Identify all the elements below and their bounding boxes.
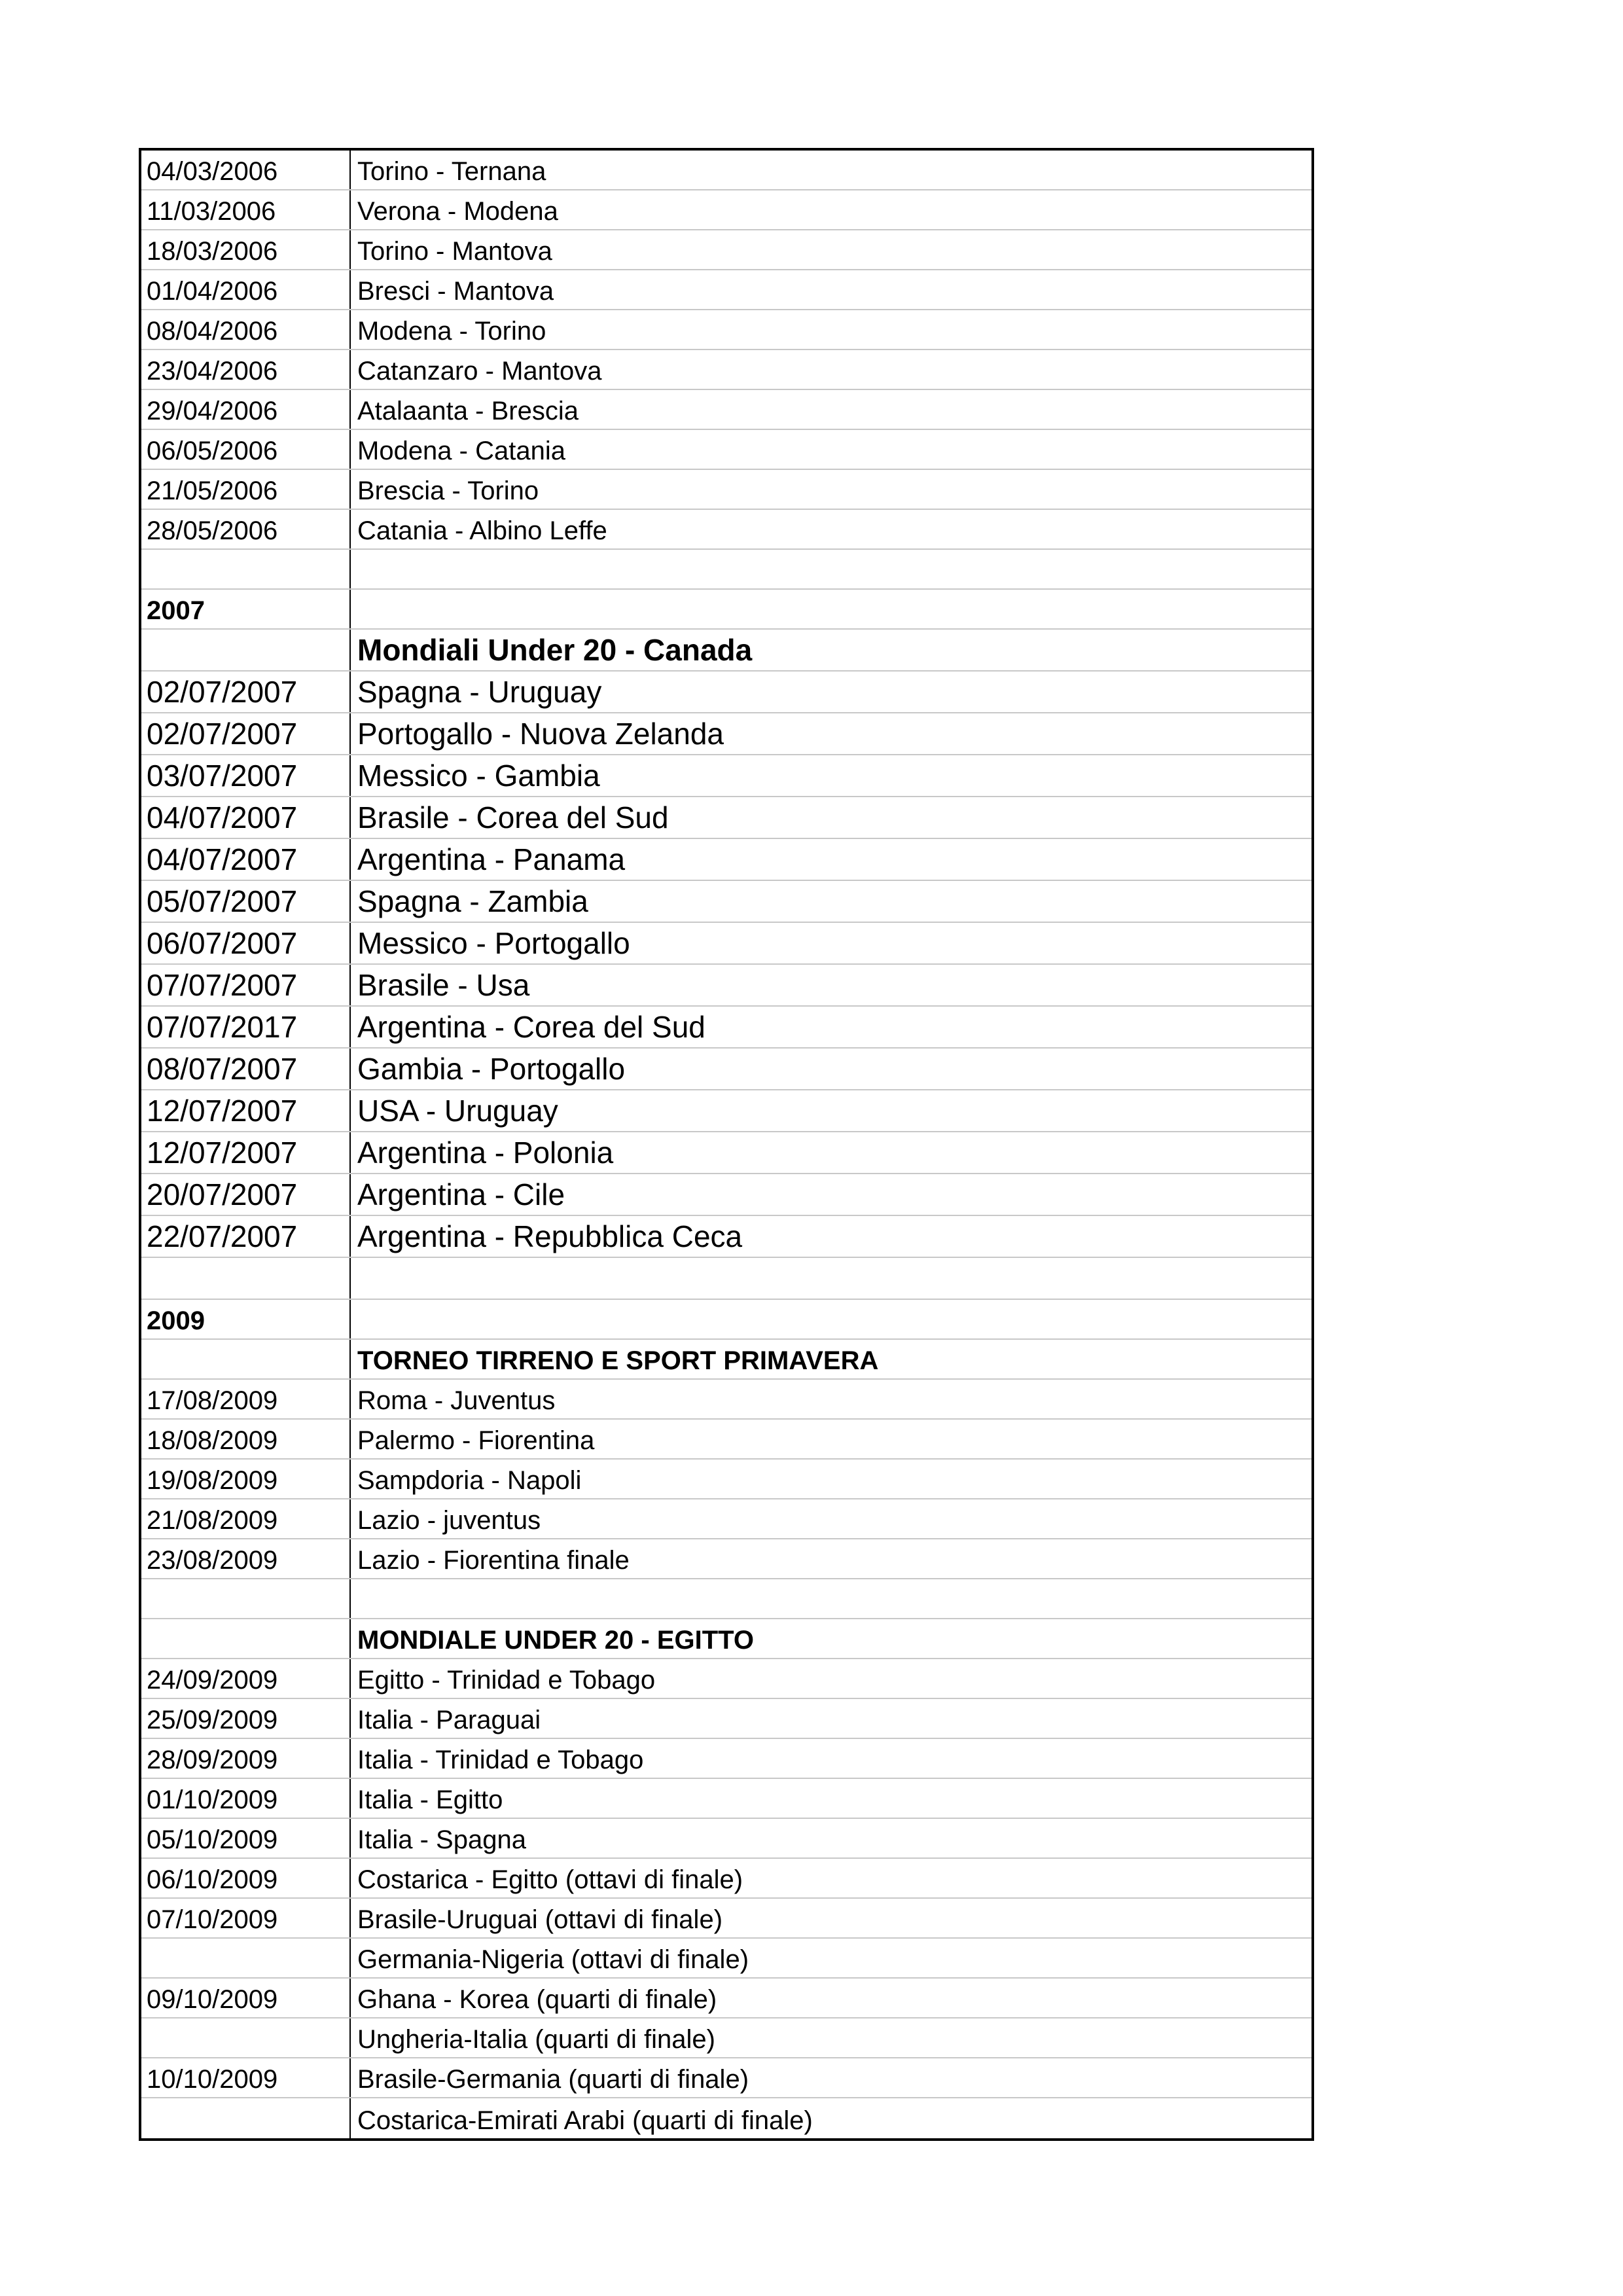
date-cell: 18/03/2006 bbox=[141, 230, 351, 269]
table-row bbox=[141, 881, 1311, 923]
match-cell: Lazio - Fiorentina finale bbox=[357, 1546, 630, 1575]
date-cell: 08/07/2007 bbox=[141, 1049, 351, 1089]
match-cell: Costarica-Emirati Arabi (quarti di finale) bbox=[357, 2106, 813, 2135]
tournament-row bbox=[141, 1340, 1311, 1380]
date-cell: 19/08/2009 bbox=[141, 1460, 351, 1498]
date-cell: 02/07/2007 bbox=[141, 672, 351, 712]
date-cell: 10/10/2009 bbox=[141, 2058, 351, 2097]
table-row bbox=[141, 1779, 1311, 1819]
date-cell: 04/07/2007 bbox=[141, 839, 351, 880]
match-cell: Gambia - Portogallo bbox=[357, 1052, 626, 1086]
table-row bbox=[141, 713, 1311, 755]
tournament-title: Mondiali Under 20 - Canada bbox=[357, 633, 753, 667]
match-cell: Germania-Nigeria (ottavi di finale) bbox=[357, 1945, 749, 1974]
table-row bbox=[141, 1699, 1311, 1739]
table-row bbox=[141, 430, 1311, 470]
date-cell: 20/07/2007 bbox=[141, 1174, 351, 1215]
match-cell: Ungheria-Italia (quarti di finale) bbox=[357, 2025, 715, 2054]
date-cell: 23/04/2006 bbox=[141, 350, 351, 389]
match-cell: Costarica - Egitto (ottavi di finale) bbox=[357, 1865, 743, 1894]
table-row bbox=[141, 1132, 1311, 1174]
tournament-row bbox=[141, 1619, 1311, 1659]
empty-row bbox=[141, 1579, 1311, 1619]
table-row bbox=[141, 1499, 1311, 1539]
match-cell: Messico - Portogallo bbox=[357, 926, 630, 960]
match-cell: Atalaanta - Brescia bbox=[357, 397, 579, 425]
date-cell: 25/09/2009 bbox=[141, 1699, 351, 1738]
date-cell: 17/08/2009 bbox=[141, 1380, 351, 1418]
date-cell: 04/03/2006 bbox=[141, 151, 351, 189]
table-row bbox=[141, 1819, 1311, 1859]
date-cell: 28/05/2006 bbox=[141, 510, 351, 548]
table-row bbox=[141, 1007, 1311, 1049]
date-cell: 05/07/2007 bbox=[141, 881, 351, 922]
date-cell: 07/07/2017 bbox=[141, 1007, 351, 1047]
table-row bbox=[141, 2058, 1311, 2098]
year-label: 2007 bbox=[141, 590, 351, 628]
table-row bbox=[141, 965, 1311, 1007]
match-cell: Torino - Ternana bbox=[357, 157, 546, 186]
match-cell: Spagna - Uruguay bbox=[357, 675, 602, 709]
table-row bbox=[141, 672, 1311, 713]
tournament-title: TORNEO TIRRENO E SPORT PRIMAVERA bbox=[357, 1346, 879, 1375]
table-row bbox=[141, 510, 1311, 550]
match-cell: Brescia - Torino bbox=[357, 476, 539, 505]
date-cell: 08/04/2006 bbox=[141, 310, 351, 349]
match-cell: Ghana - Korea (quarti di finale) bbox=[357, 1985, 717, 2014]
match-cell: Sampdoria - Napoli bbox=[357, 1466, 582, 1495]
table-row bbox=[141, 923, 1311, 965]
table-row bbox=[141, 1049, 1311, 1090]
date-cell: 24/09/2009 bbox=[141, 1659, 351, 1698]
table-row bbox=[141, 1216, 1311, 1258]
match-cell: Argentina - Repubblica Ceca bbox=[357, 1219, 743, 1253]
date-cell: 02/07/2007 bbox=[141, 713, 351, 754]
match-cell: Catania - Albino Leffe bbox=[357, 516, 607, 545]
match-cell: USA - Uruguay bbox=[357, 1094, 558, 1128]
tournament-row bbox=[141, 630, 1311, 672]
match-cell: Portogallo - Nuova Zelanda bbox=[357, 717, 724, 751]
date-cell: 29/04/2006 bbox=[141, 390, 351, 429]
match-cell: Verona - Modena bbox=[357, 197, 558, 226]
date-cell: 23/08/2009 bbox=[141, 1539, 351, 1578]
match-cell: Bresci - Mantova bbox=[357, 277, 554, 306]
date-cell: 07/10/2009 bbox=[141, 1899, 351, 1937]
table-row bbox=[141, 230, 1311, 270]
date-cell: 09/10/2009 bbox=[141, 1979, 351, 2017]
table-row bbox=[141, 190, 1311, 230]
date-cell: 12/07/2007 bbox=[141, 1132, 351, 1173]
table-row bbox=[141, 839, 1311, 881]
date-cell: 06/10/2009 bbox=[141, 1859, 351, 1897]
match-table bbox=[139, 148, 1314, 2141]
match-cell: Lazio - juventus bbox=[357, 1506, 541, 1535]
table-row bbox=[141, 1380, 1311, 1420]
date-cell: 22/07/2007 bbox=[141, 1216, 351, 1257]
date-cell: 21/05/2006 bbox=[141, 470, 351, 509]
date-cell: 28/09/2009 bbox=[141, 1739, 351, 1778]
match-cell: Italia - Spagna bbox=[357, 1825, 526, 1854]
table-row bbox=[141, 1859, 1311, 1899]
table-row bbox=[141, 1090, 1311, 1132]
table-row bbox=[141, 1174, 1311, 1216]
table-row bbox=[141, 797, 1311, 839]
table-row bbox=[141, 1979, 1311, 2018]
table-row bbox=[141, 151, 1311, 190]
match-cell: Brasile - Usa bbox=[357, 968, 530, 1002]
match-cell: Egitto - Trinidad e Tobago bbox=[357, 1666, 656, 1695]
table-row bbox=[141, 1739, 1311, 1779]
date-cell: 05/10/2009 bbox=[141, 1819, 351, 1857]
date-cell: 03/07/2007 bbox=[141, 755, 351, 796]
date-cell: 21/08/2009 bbox=[141, 1499, 351, 1538]
match-cell: Roma - Juventus bbox=[357, 1386, 556, 1415]
table-row bbox=[141, 350, 1311, 390]
empty-row bbox=[141, 550, 1311, 590]
table-row bbox=[141, 755, 1311, 797]
match-cell: Modena - Catania bbox=[357, 437, 565, 465]
date-cell: 18/08/2009 bbox=[141, 1420, 351, 1458]
date-cell bbox=[141, 2098, 351, 2138]
date-cell: 01/10/2009 bbox=[141, 1779, 351, 1818]
match-cell: Torino - Mantova bbox=[357, 237, 552, 266]
match-cell: Catanzaro - Mantova bbox=[357, 357, 602, 386]
match-cell: Italia - Egitto bbox=[357, 1785, 503, 1814]
table-row bbox=[141, 470, 1311, 510]
match-cell: Brasile - Corea del Sud bbox=[357, 800, 669, 834]
match-cell: Brasile-Germania (quarti di finale) bbox=[357, 2065, 749, 2094]
table-row bbox=[141, 1899, 1311, 1939]
match-cell: Argentina - Corea del Sud bbox=[357, 1010, 705, 1044]
table-row bbox=[141, 270, 1311, 310]
date-cell: 01/04/2006 bbox=[141, 270, 351, 309]
date-cell: 12/07/2007 bbox=[141, 1090, 351, 1131]
table-row bbox=[141, 1659, 1311, 1699]
tournament-title: MONDIALE UNDER 20 - EGITTO bbox=[357, 1626, 754, 1655]
table-row bbox=[141, 2018, 1311, 2058]
date-cell: 06/05/2006 bbox=[141, 430, 351, 469]
match-cell: Palermo - Fiorentina bbox=[357, 1426, 595, 1455]
year-row bbox=[141, 590, 1311, 630]
match-cell: Italia - Paraguai bbox=[357, 1706, 541, 1734]
match-cell: Messico - Gambia bbox=[357, 759, 600, 793]
year-label: 2009 bbox=[141, 1300, 351, 1338]
table-row bbox=[141, 1539, 1311, 1579]
date-cell: 07/07/2007 bbox=[141, 965, 351, 1005]
table-row bbox=[141, 2098, 1311, 2138]
date-cell bbox=[141, 2018, 351, 2057]
match-cell: Modena - Torino bbox=[357, 317, 546, 346]
table-row bbox=[141, 310, 1311, 350]
table-row bbox=[141, 1939, 1311, 1979]
empty-row bbox=[141, 1258, 1311, 1300]
match-cell: Brasile-Uruguai (ottavi di finale) bbox=[357, 1905, 723, 1934]
match-cell: Italia - Trinidad e Tobago bbox=[357, 1746, 644, 1774]
table-row bbox=[141, 390, 1311, 430]
date-cell: 06/07/2007 bbox=[141, 923, 351, 963]
table-row bbox=[141, 1420, 1311, 1460]
match-cell: Argentina - Panama bbox=[357, 842, 626, 876]
date-cell: 04/07/2007 bbox=[141, 797, 351, 838]
table-row bbox=[141, 1460, 1311, 1499]
date-cell: 11/03/2006 bbox=[141, 190, 351, 229]
match-cell: Argentina - Cile bbox=[357, 1177, 565, 1211]
date-cell bbox=[141, 1939, 351, 1977]
match-cell: Spagna - Zambia bbox=[357, 884, 588, 918]
year-row bbox=[141, 1300, 1311, 1340]
match-cell: Argentina - Polonia bbox=[357, 1136, 614, 1170]
